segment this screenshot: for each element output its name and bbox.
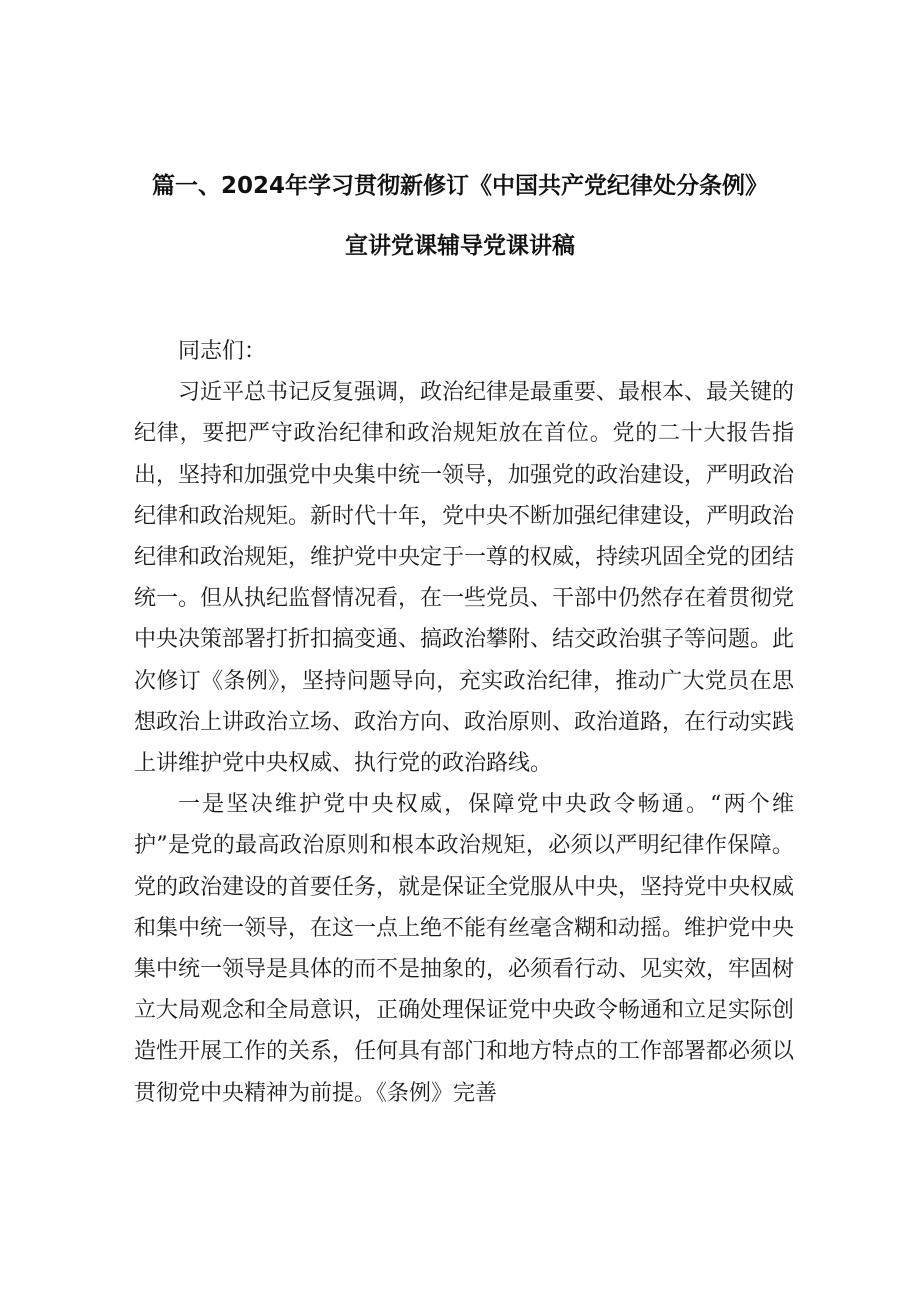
paragraph-1: 习近平总书记反复强调，政治纪律是最重要、最根本、最关键的纪律，要把严守政治纪律和政治规矩放在首位。党的二十大报告指出，坚持和加强党中央集中统一领导，加强党的政治建设，严明政治纪律和政治规矩。新时代十年，党中央不断加强纪律建设，严明政治纪律和政治规矩，维护党中央定于一尊的权威，持续巩固全党的团结统一。但从执纪监督情况看，在一些党员、干部中仍然存在着贯彻党中央决策部署打折扣搞变通、搞政治攀附、结交政治骐子等问题。此次修订《条例》，坚持问题导向，充实政治纪律，推动广大党员在思想政治上讲政治立场、政治方向、政治原则、政治道路，在行动实践上讲维护党中央权威、执行党的政治路线。 (134, 380, 795, 777)
salutation: 同志们： (178, 339, 267, 364)
document-title-line-2: 宣讲党课辅导党课讲稿 (345, 233, 575, 259)
document-body (134, 331, 794, 1114)
document-title-line-1: 篇一、2024年学习贯彻新修订《中国共产党纪律处分条例》 (151, 173, 768, 199)
paragraph-2: 一是坚决维护党中央权威，保障党中央政令畅通。“两个维护”是党的最高政治原则和根本政治规矩，必须以严明纪律作保障。党的政治建设的首要任务，就是保证全党服从中央，坚持党中央权威和集中统一领导，在这一点上绝不能有丝毫含糊和动摇。维护党中央集中统一领导是具体的而不是抽象的，必须看行动、见实效，牢固树立大局观念和全局意识，正确处理保证党中央政令畅通和立足实际创造性开展工作的关系，任何具有部门和地方特点的工作部署都必须以贯彻党中央精神为前提。《条例》完善 (134, 792, 795, 1106)
